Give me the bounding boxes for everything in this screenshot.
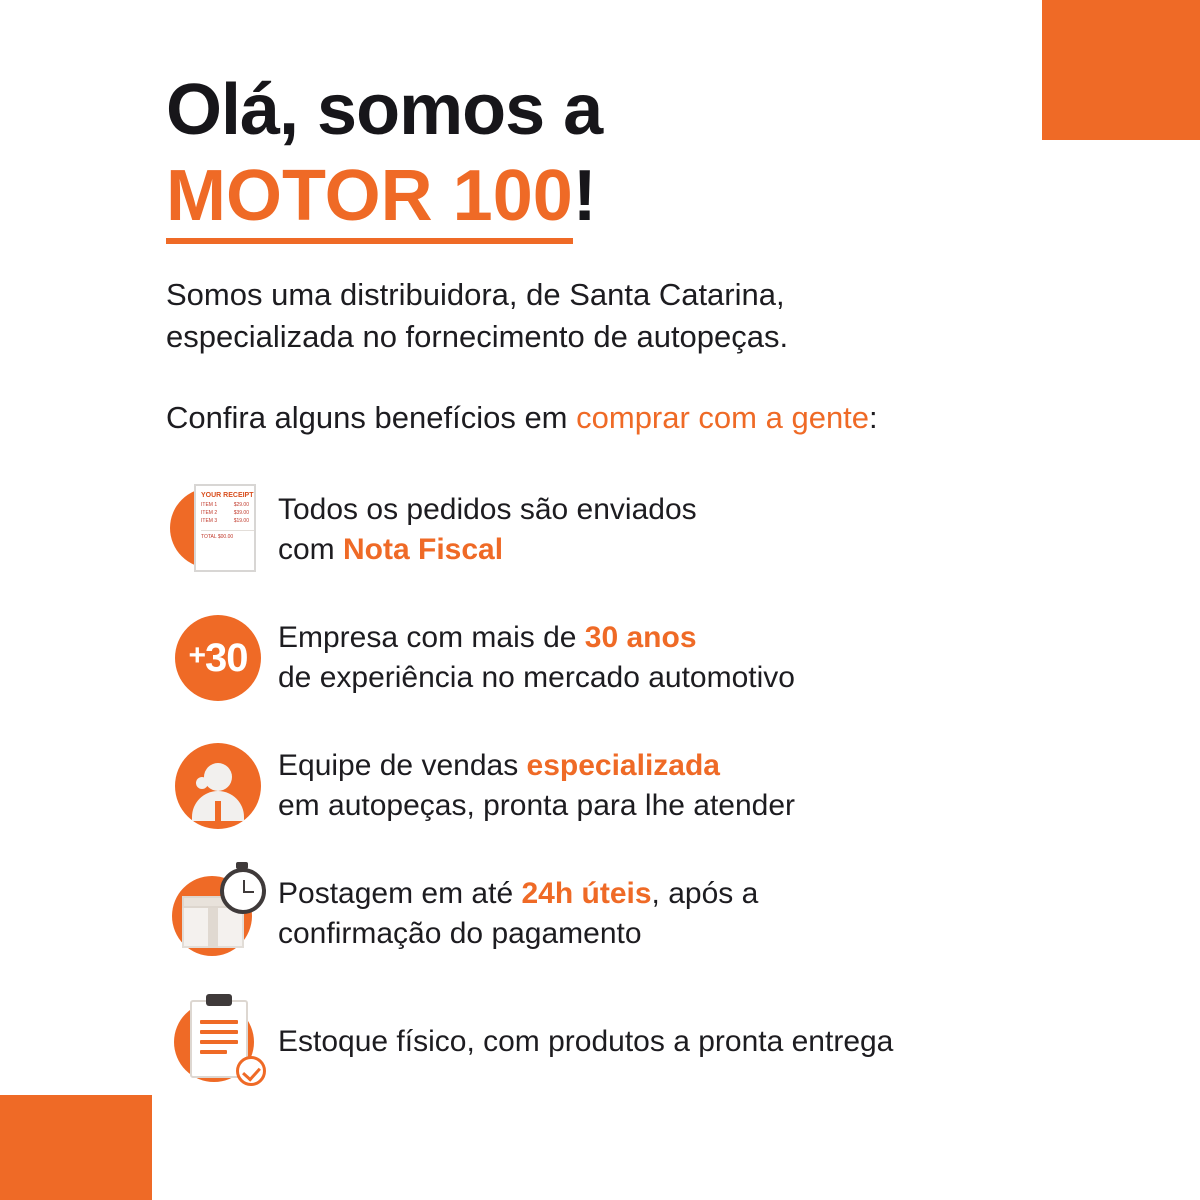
benefit-line2: de experiência no mercado automotivo [278, 660, 795, 694]
benefits-lead-highlight: comprar com a gente [576, 399, 870, 435]
benefit-text [270, 746, 795, 825]
receipt-row-value: $19.00 [233, 517, 249, 524]
list-item [166, 482, 1066, 578]
list-item [166, 994, 1066, 1090]
benefits-lead-prefix: Confira alguns benefícios em [166, 399, 577, 435]
badge-plus: + [188, 638, 206, 672]
benefit-line1-prefix: Postagem em até [278, 877, 522, 911]
benefit-line1-highlight: 30 anos [584, 621, 697, 655]
decorative-corner-bottom-left [0, 1095, 152, 1200]
benefit-line1-prefix: Equipe de vendas [278, 749, 527, 783]
benefit-text [270, 490, 697, 569]
page-title-line2 [166, 156, 1066, 236]
benefit-line1-suffix: , após a [651, 877, 759, 911]
benefit-text [270, 1022, 893, 1062]
benefit-text [270, 874, 758, 953]
benefit-line2-highlight: Nota Fiscal [343, 532, 504, 566]
benefit-line2: em autopeças, pronta para lhe atender [278, 788, 796, 822]
headset-person-icon [166, 738, 270, 834]
benefit-line1-highlight: especializada [526, 749, 720, 783]
page-title-line1: Olá, somos a [166, 70, 603, 150]
receipt-row-value: $29.00 [233, 501, 249, 508]
page-content [166, 70, 1066, 1122]
brand-name: MOTOR 100 [166, 156, 573, 244]
benefit-line1: Estoque físico, com produtos a pronta entrega [278, 1025, 894, 1059]
list-item [166, 738, 1066, 834]
receipt-row-value: $39.00 [233, 509, 249, 516]
benefit-line1-highlight: 24h úteis [521, 877, 652, 911]
benefit-text [270, 618, 795, 697]
list-item [166, 610, 1066, 706]
intro-paragraph [166, 274, 1066, 358]
benefit-line2-prefix: com [278, 532, 344, 566]
box-stopwatch-icon [166, 866, 270, 962]
receipt-icon [166, 482, 270, 578]
badge-number: 30 [205, 635, 248, 680]
badge-30-icon [166, 610, 270, 706]
benefit-line1: Todos os pedidos são enviados [278, 493, 697, 527]
benefit-line2: confirmação do pagamento [278, 916, 642, 950]
benefit-line1-prefix: Empresa com mais de [278, 621, 585, 655]
intro-line2: especializada no fornecimento de autopeças. [166, 318, 789, 354]
receipt-row-label: ITEM 1 [201, 501, 218, 508]
benefit-list [166, 482, 1066, 1090]
intro-line1: Somos uma distribuidora, de Santa Catarina, [166, 277, 785, 312]
benefits-lead [166, 398, 1066, 438]
clipboard-check-icon [166, 994, 270, 1090]
list-item [166, 866, 1066, 962]
receipt-row-label: ITEM 2 [201, 509, 218, 516]
receipt-total: TOTAL $00.00 [201, 530, 254, 540]
receipt-row-label: ITEM 3 [201, 517, 218, 524]
brand-exclamation: ! [572, 156, 597, 236]
benefits-lead-suffix: : [869, 399, 878, 435]
receipt-title: YOUR RECEIPT [201, 491, 254, 499]
